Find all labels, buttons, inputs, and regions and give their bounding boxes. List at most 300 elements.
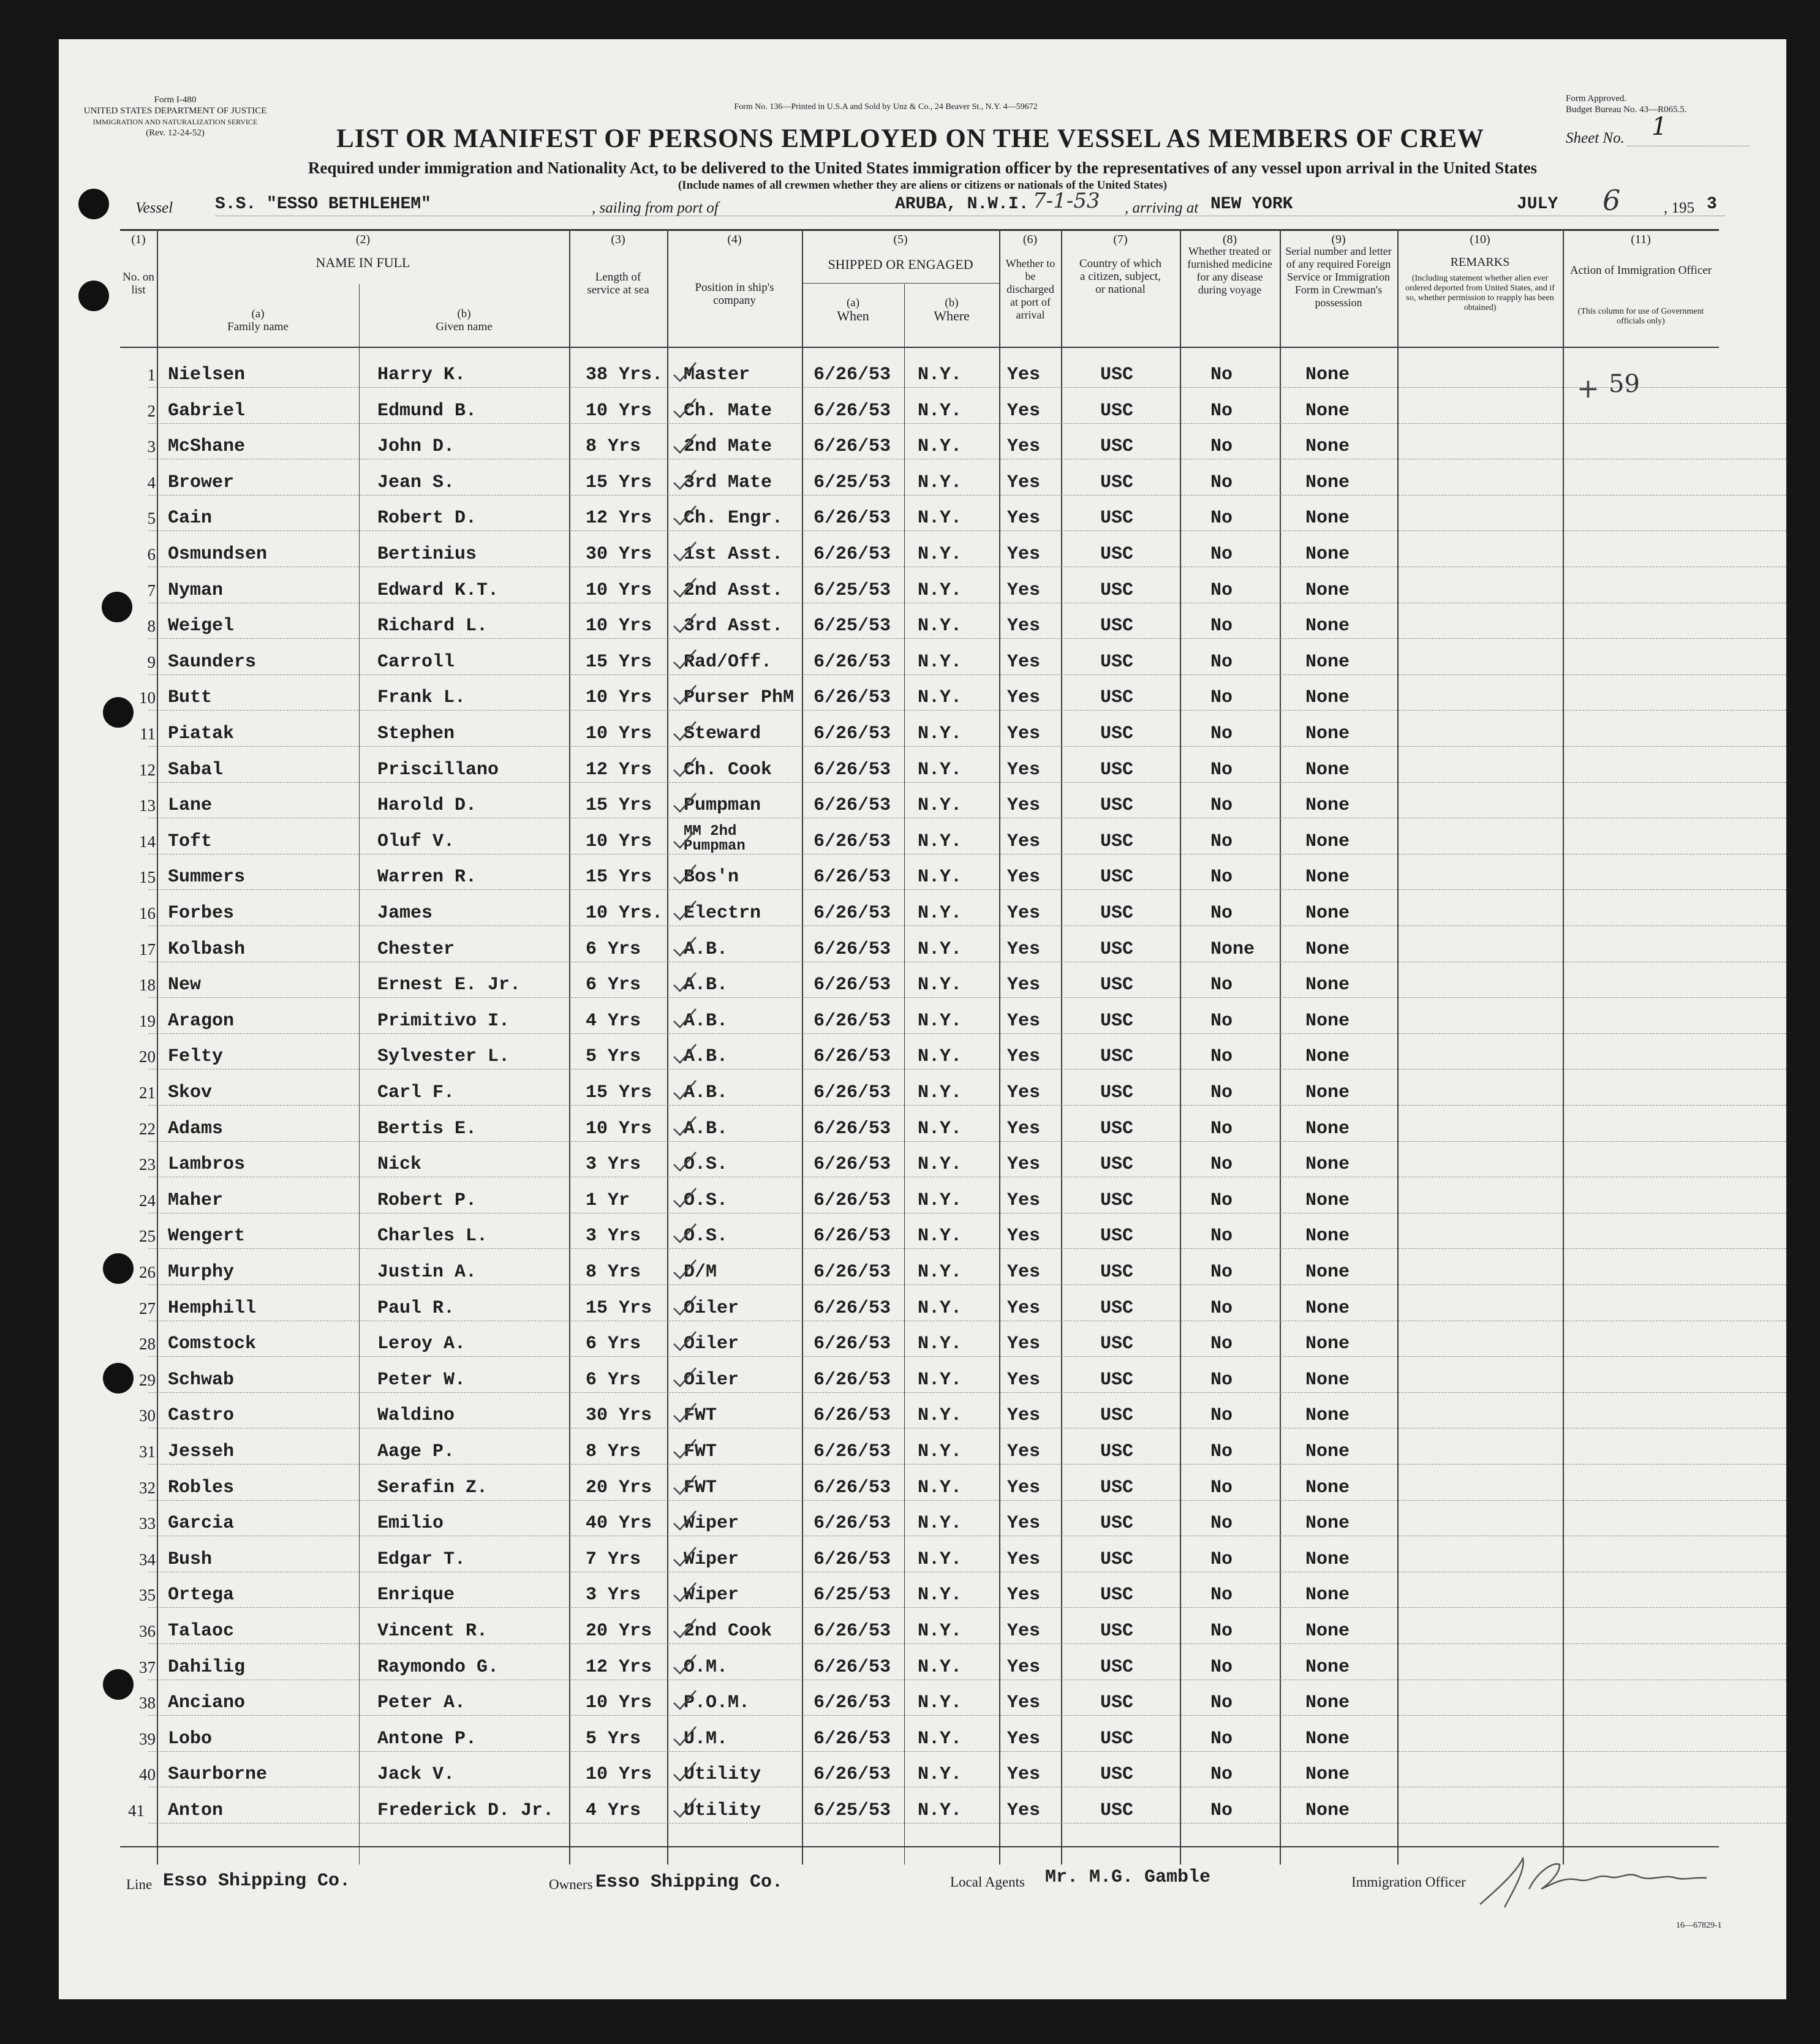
cell-serial: None bbox=[1305, 687, 1350, 709]
cell-service: 7 Yrs bbox=[586, 1548, 641, 1570]
cell-where: N.Y. bbox=[918, 759, 962, 780]
col-number: (6) bbox=[1022, 233, 1038, 246]
cell-position: A.B. bbox=[684, 1046, 728, 1068]
cell-given: Raymondo G. bbox=[377, 1656, 499, 1678]
check-mark-icon bbox=[671, 1473, 702, 1498]
cell-discharged: Yes bbox=[1007, 579, 1041, 601]
cell-family: Butt bbox=[168, 687, 213, 709]
cell-family: Adams bbox=[168, 1118, 224, 1139]
cell-when: 6/26/53 bbox=[814, 1333, 891, 1355]
cell-given: Leroy A. bbox=[377, 1333, 466, 1355]
col-number: (3) bbox=[611, 233, 625, 246]
cell-discharged: Yes bbox=[1007, 1333, 1041, 1355]
arriving-label: , arriving at bbox=[1125, 200, 1199, 216]
cell-where: N.Y. bbox=[918, 1585, 962, 1606]
cell-when: 6/26/53 bbox=[814, 364, 891, 385]
cell-position: 2nd Mate bbox=[684, 436, 772, 458]
table-row bbox=[59, 1111, 1786, 1147]
cell-given: Jack V. bbox=[377, 1764, 455, 1786]
cell-treated: No bbox=[1210, 1548, 1233, 1570]
check-mark-icon bbox=[671, 827, 702, 851]
cell-discharged: Yes bbox=[1007, 1046, 1041, 1068]
row-number: 20 bbox=[139, 1047, 156, 1066]
punch-hole bbox=[103, 1253, 134, 1284]
check-mark-icon bbox=[671, 611, 702, 636]
cell-given: Primitivo I. bbox=[377, 1010, 510, 1031]
table-row bbox=[59, 1649, 1786, 1686]
cell-position: O.M. bbox=[684, 1656, 728, 1678]
cell-where: N.Y. bbox=[918, 1441, 962, 1462]
cell-given: Vincent R. bbox=[377, 1621, 488, 1642]
cell-service: 8 Yrs bbox=[586, 436, 641, 458]
cell-discharged: Yes bbox=[1007, 1513, 1041, 1534]
cell-family: Maher bbox=[168, 1190, 224, 1211]
cell-given: Bertis E. bbox=[377, 1118, 477, 1139]
cell-given: Oluf V. bbox=[377, 831, 455, 852]
cell-treated: No bbox=[1210, 544, 1233, 565]
cell-when: 6/26/53 bbox=[814, 1692, 891, 1714]
cell-discharged: Yes bbox=[1007, 508, 1041, 529]
check-mark-icon bbox=[671, 1724, 702, 1749]
cell-when: 6/25/53 bbox=[814, 1800, 891, 1821]
cell-service: 8 Yrs bbox=[586, 1262, 641, 1283]
row-dotted-rule bbox=[148, 1284, 1786, 1285]
cell-when: 6/25/53 bbox=[814, 472, 891, 493]
table-row bbox=[59, 1326, 1786, 1362]
cell-serial: None bbox=[1305, 938, 1350, 960]
cell-given: Charles L. bbox=[377, 1226, 488, 1247]
cell-given: Justin A. bbox=[377, 1262, 477, 1283]
cell-service: 15 Yrs bbox=[586, 867, 652, 888]
cell-country: USC bbox=[1100, 1190, 1134, 1211]
cell-given: Ernest E. Jr. bbox=[377, 975, 521, 996]
row-number: 11 bbox=[140, 725, 156, 743]
col-header-country: Country of which a citizen, subject, or national bbox=[1079, 257, 1162, 296]
cell-family: Summers bbox=[168, 867, 246, 888]
cell-treated: No bbox=[1210, 1046, 1233, 1068]
table-row bbox=[59, 787, 1786, 824]
col-header-where-b: (b) bbox=[945, 296, 959, 309]
cell-serial: None bbox=[1305, 759, 1350, 780]
col-header-when: When bbox=[837, 308, 869, 323]
cell-service: 10 Yrs bbox=[586, 723, 652, 744]
cell-where: N.Y. bbox=[918, 579, 962, 601]
cell-country: USC bbox=[1100, 472, 1134, 493]
cell-when: 6/26/53 bbox=[814, 436, 891, 458]
cell-position: FWT bbox=[684, 1477, 717, 1498]
row-number: 1 bbox=[147, 366, 156, 384]
col-header-shipped: SHIPPED OR ENGAGED bbox=[828, 257, 973, 272]
cell-country: USC bbox=[1100, 1656, 1134, 1678]
cell-treated: No bbox=[1210, 400, 1233, 421]
cell-position: Oiler bbox=[684, 1297, 739, 1319]
check-mark-icon bbox=[671, 1545, 702, 1569]
cell-treated: No bbox=[1210, 1190, 1233, 1211]
check-mark-icon bbox=[671, 432, 702, 456]
row-dotted-rule bbox=[148, 782, 1786, 783]
cell-discharged: Yes bbox=[1007, 1621, 1041, 1642]
col-header-remarks-note: (Including statement whether alien ever ordered deported from United States, and if so, whether permission to reapply has been obtained) bbox=[1405, 274, 1555, 312]
row-number: 7 bbox=[147, 581, 156, 600]
cell-where: N.Y. bbox=[918, 831, 962, 852]
check-mark-icon bbox=[671, 1114, 702, 1139]
cell-family: McShane bbox=[168, 436, 246, 458]
cell-discharged: Yes bbox=[1007, 364, 1041, 385]
check-mark-icon bbox=[671, 396, 702, 421]
row-number: 28 bbox=[139, 1335, 156, 1354]
col-header-action: Action of Immigration Officer bbox=[1569, 264, 1712, 277]
cell-service: 12 Yrs bbox=[586, 1656, 652, 1678]
cell-serial: None bbox=[1305, 1262, 1350, 1283]
cell-service: 20 Yrs bbox=[586, 1477, 652, 1498]
cell-when: 6/26/53 bbox=[814, 1369, 891, 1390]
table-row bbox=[59, 1397, 1786, 1434]
table-row bbox=[59, 931, 1786, 968]
row-dotted-rule bbox=[148, 1356, 1786, 1357]
row-number: 17 bbox=[139, 940, 156, 959]
cell-given: Serafin Z. bbox=[377, 1477, 488, 1498]
row-dotted-rule bbox=[148, 1248, 1786, 1249]
cell-when: 6/26/53 bbox=[814, 400, 891, 421]
form-id-line: UNITED STATES DEPARTMENT OF JUSTICE bbox=[83, 106, 267, 116]
approval-line: Form Approved. bbox=[1566, 94, 1627, 104]
cell-when: 6/26/53 bbox=[814, 938, 891, 960]
row-number: 19 bbox=[139, 1011, 156, 1030]
cell-service: 15 Yrs bbox=[586, 1082, 652, 1103]
check-mark-icon bbox=[671, 1401, 702, 1425]
cell-serial: None bbox=[1305, 831, 1350, 852]
cell-where: N.Y. bbox=[918, 1513, 962, 1534]
cell-treated: No bbox=[1210, 1764, 1233, 1786]
row-dotted-rule bbox=[148, 746, 1786, 747]
cell-serial: None bbox=[1305, 1656, 1350, 1678]
cell-country: USC bbox=[1100, 1585, 1134, 1606]
row-dotted-rule bbox=[148, 1643, 1786, 1644]
cell-serial: None bbox=[1305, 1728, 1350, 1749]
cell-family: Lane bbox=[168, 795, 213, 816]
row-number: 39 bbox=[139, 1729, 156, 1748]
cell-given: Waldino bbox=[377, 1405, 455, 1427]
cell-treated: No bbox=[1210, 616, 1233, 637]
cell-service: 12 Yrs bbox=[586, 759, 652, 780]
cell-family: Saunders bbox=[168, 651, 257, 673]
cell-family: Brower bbox=[168, 472, 235, 493]
table-row bbox=[59, 1684, 1786, 1721]
cell-when: 6/26/53 bbox=[814, 759, 891, 780]
row-number: 3 bbox=[147, 437, 156, 456]
cell-discharged: Yes bbox=[1007, 975, 1041, 996]
cell-family: Osmundsen bbox=[168, 544, 268, 565]
cell-discharged: Yes bbox=[1007, 616, 1041, 637]
check-mark-icon bbox=[671, 935, 702, 959]
cell-when: 6/26/53 bbox=[814, 1621, 891, 1642]
cell-service: 30 Yrs bbox=[586, 1405, 652, 1427]
cell-serial: None bbox=[1305, 903, 1350, 924]
check-mark-icon bbox=[671, 862, 702, 887]
row-dotted-rule bbox=[148, 1464, 1786, 1465]
cell-discharged: Yes bbox=[1007, 687, 1041, 709]
check-mark-icon bbox=[671, 1258, 702, 1282]
table-row bbox=[59, 1433, 1786, 1470]
cell-position: Oiler bbox=[684, 1333, 739, 1355]
check-mark-icon bbox=[671, 970, 702, 995]
col-number: (10) bbox=[1470, 233, 1490, 246]
cell-serial: None bbox=[1305, 1621, 1350, 1642]
cell-family: Skov bbox=[168, 1082, 213, 1103]
cell-position: A.B. bbox=[684, 938, 728, 960]
table-row bbox=[59, 356, 1786, 393]
cell-given: Priscillano bbox=[377, 759, 499, 780]
cell-given: Edgar T. bbox=[377, 1548, 466, 1570]
cell-treated: None bbox=[1210, 938, 1255, 960]
cell-position: Wiper bbox=[684, 1513, 739, 1534]
cell-country: USC bbox=[1100, 975, 1134, 996]
arrival-month: JULY bbox=[1517, 195, 1558, 214]
col-header-given: Given name bbox=[436, 320, 493, 333]
cell-country: USC bbox=[1100, 1441, 1134, 1462]
check-mark-icon bbox=[671, 899, 702, 923]
cell-country: USC bbox=[1100, 1548, 1134, 1570]
cell-position: MM 2hd Pumpman bbox=[684, 823, 746, 854]
cell-family: Nyman bbox=[168, 579, 224, 601]
table-row bbox=[59, 1218, 1786, 1254]
cell-treated: No bbox=[1210, 687, 1233, 709]
cell-family: Nielsen bbox=[168, 364, 246, 385]
cell-position: P.O.M. bbox=[684, 1692, 750, 1714]
cell-country: USC bbox=[1100, 903, 1134, 924]
cell-discharged: Yes bbox=[1007, 544, 1041, 565]
cell-treated: No bbox=[1210, 1477, 1233, 1498]
form-id-line: Form I-480 bbox=[154, 95, 197, 105]
cell-serial: None bbox=[1305, 436, 1350, 458]
cell-serial: None bbox=[1305, 1154, 1350, 1175]
row-dotted-rule bbox=[148, 1141, 1786, 1142]
cell-when: 6/26/53 bbox=[814, 975, 891, 996]
arrival-day: 6 bbox=[1603, 184, 1621, 217]
action-tick-icon: + bbox=[1577, 373, 1599, 404]
cell-when: 6/26/53 bbox=[814, 1082, 891, 1103]
check-mark-icon bbox=[671, 755, 702, 780]
col-header-when-a: (a) bbox=[846, 296, 860, 309]
cell-family: Gabriel bbox=[168, 400, 246, 421]
cell-discharged: Yes bbox=[1007, 1764, 1041, 1786]
col-header-service: Length of service at sea bbox=[587, 271, 649, 296]
punch-hole bbox=[103, 1669, 134, 1700]
cell-family: Castro bbox=[168, 1405, 235, 1427]
cell-treated: No bbox=[1210, 903, 1233, 924]
cell-when: 6/26/53 bbox=[814, 1154, 891, 1175]
cell-family: Lobo bbox=[168, 1728, 213, 1749]
cell-family: New bbox=[168, 975, 202, 996]
row-dotted-rule bbox=[148, 638, 1786, 639]
check-mark-icon bbox=[671, 576, 702, 600]
check-mark-icon bbox=[671, 360, 702, 385]
cell-where: N.Y. bbox=[918, 1154, 962, 1175]
cell-family: Robles bbox=[168, 1477, 235, 1498]
row-dotted-rule bbox=[148, 1715, 1786, 1716]
col-header-no: No. on list bbox=[123, 271, 154, 296]
approval-line: Budget Bureau No. 43—R065.5. bbox=[1566, 105, 1687, 115]
cell-service: 10 Yrs bbox=[586, 579, 652, 601]
check-mark-icon bbox=[671, 503, 702, 528]
cell-service: 6 Yrs bbox=[586, 975, 641, 996]
header-divider bbox=[120, 347, 1719, 348]
cell-serial: None bbox=[1305, 1800, 1350, 1821]
table-row bbox=[59, 464, 1786, 501]
cell-position: FWT bbox=[684, 1441, 717, 1462]
check-mark-icon bbox=[671, 1042, 702, 1066]
cell-treated: No bbox=[1210, 1262, 1233, 1283]
cell-family: Cain bbox=[168, 508, 213, 529]
cell-family: Bush bbox=[168, 1548, 213, 1570]
row-dotted-rule bbox=[148, 1607, 1786, 1608]
cell-where: N.Y. bbox=[918, 472, 962, 493]
cell-serial: None bbox=[1305, 1010, 1350, 1031]
cell-family: Schwab bbox=[168, 1369, 235, 1390]
row-dotted-rule bbox=[148, 1751, 1786, 1752]
form-code: 16—67829-1 bbox=[1676, 1921, 1722, 1930]
cell-service: 6 Yrs bbox=[586, 1333, 641, 1355]
cell-country: USC bbox=[1100, 544, 1134, 565]
cell-position: Utility bbox=[684, 1800, 761, 1821]
check-mark-icon bbox=[671, 683, 702, 707]
cell-when: 6/26/53 bbox=[814, 795, 891, 816]
row-number: 23 bbox=[139, 1155, 156, 1174]
col-header-position: Position in ship's company bbox=[695, 281, 774, 307]
cell-country: USC bbox=[1100, 364, 1134, 385]
cell-given: Chester bbox=[377, 938, 455, 960]
table-row bbox=[59, 967, 1786, 1003]
cell-service: 3 Yrs bbox=[586, 1585, 641, 1606]
cell-serial: None bbox=[1305, 472, 1350, 493]
check-mark-icon bbox=[671, 1509, 702, 1533]
cell-where: N.Y. bbox=[918, 795, 962, 816]
sheet-label: Sheet No. bbox=[1566, 130, 1625, 146]
cell-family: Kolbash bbox=[168, 938, 246, 960]
row-number: 32 bbox=[139, 1478, 156, 1497]
cell-treated: No bbox=[1210, 651, 1233, 673]
table-row bbox=[59, 572, 1786, 609]
punch-hole bbox=[103, 1363, 134, 1393]
row-dotted-rule bbox=[148, 495, 1786, 496]
cell-position: 2nd Asst. bbox=[684, 579, 784, 601]
cell-country: USC bbox=[1100, 616, 1134, 637]
col-number: (5) bbox=[893, 233, 908, 246]
row-number: 15 bbox=[139, 868, 156, 887]
cell-serial: None bbox=[1305, 1297, 1350, 1319]
cell-where: N.Y. bbox=[918, 1477, 962, 1498]
year-suffix: 3 bbox=[1707, 195, 1717, 214]
check-mark-icon bbox=[671, 1365, 702, 1390]
cell-family: Weigel bbox=[168, 616, 235, 637]
punch-hole bbox=[78, 189, 109, 219]
cell-discharged: Yes bbox=[1007, 1585, 1041, 1606]
cell-country: USC bbox=[1100, 687, 1134, 709]
row-number: 6 bbox=[147, 545, 156, 564]
cell-discharged: Yes bbox=[1007, 1477, 1041, 1498]
cell-family: Sabal bbox=[168, 759, 224, 780]
cell-country: USC bbox=[1100, 1082, 1134, 1103]
cell-serial: None bbox=[1305, 1692, 1350, 1714]
cell-given: Paul R. bbox=[377, 1297, 455, 1319]
cell-position: Oiler bbox=[684, 1369, 739, 1390]
table-row bbox=[59, 1721, 1786, 1757]
cell-service: 4 Yrs bbox=[586, 1800, 641, 1821]
row-number: 25 bbox=[139, 1227, 156, 1246]
cell-family: Aragon bbox=[168, 1010, 235, 1031]
cell-when: 6/26/53 bbox=[814, 1728, 891, 1749]
cell-service: 15 Yrs bbox=[586, 472, 652, 493]
row-number: 24 bbox=[139, 1191, 156, 1210]
page-title: LIST OR MANIFEST OF PERSONS EMPLOYED ON THE VESSEL AS MEMBERS OF CREW bbox=[336, 124, 1484, 153]
table-row bbox=[59, 1074, 1786, 1111]
cell-serial: None bbox=[1305, 544, 1350, 565]
cell-given: Edmund B. bbox=[377, 400, 477, 421]
row-number: 35 bbox=[139, 1586, 156, 1605]
row-number: 29 bbox=[139, 1370, 156, 1389]
cell-serial: None bbox=[1305, 508, 1350, 529]
cell-family: Garcia bbox=[168, 1513, 235, 1534]
cell-discharged: Yes bbox=[1007, 1297, 1041, 1319]
check-mark-icon bbox=[671, 791, 702, 815]
cell-serial: None bbox=[1305, 579, 1350, 601]
cell-given: Harry K. bbox=[377, 364, 466, 385]
cell-treated: No bbox=[1210, 1585, 1233, 1606]
row-number: 18 bbox=[139, 976, 156, 995]
table-row bbox=[59, 1038, 1786, 1075]
cell-position: Rad/Off. bbox=[684, 651, 772, 673]
cell-position: A.B. bbox=[684, 1118, 728, 1139]
row-dotted-rule bbox=[148, 530, 1786, 531]
table-row bbox=[59, 823, 1786, 860]
cell-discharged: Yes bbox=[1007, 831, 1041, 852]
row-dotted-rule bbox=[148, 997, 1786, 998]
cell-when: 6/26/53 bbox=[814, 651, 891, 673]
cell-treated: No bbox=[1210, 867, 1233, 888]
col-header-action-note: (This column for use of Government officials only) bbox=[1577, 307, 1704, 326]
cell-service: 5 Yrs bbox=[586, 1728, 641, 1749]
check-mark-icon bbox=[671, 1616, 702, 1641]
cell-country: USC bbox=[1100, 1046, 1134, 1068]
cell-serial: None bbox=[1305, 1405, 1350, 1427]
cell-serial: None bbox=[1305, 1513, 1350, 1534]
table-row bbox=[59, 752, 1786, 788]
cell-treated: No bbox=[1210, 1333, 1233, 1355]
cell-country: USC bbox=[1100, 1764, 1134, 1786]
cell-position: A.B. bbox=[684, 975, 728, 996]
cell-treated: No bbox=[1210, 831, 1233, 852]
cell-discharged: Yes bbox=[1007, 903, 1041, 924]
cell-given: Robert D. bbox=[377, 508, 477, 529]
row-number: 33 bbox=[139, 1514, 156, 1533]
cell-serial: None bbox=[1305, 1190, 1350, 1211]
cell-position: Wiper bbox=[684, 1548, 739, 1570]
sailing-label: , sailing from port of bbox=[592, 200, 719, 216]
manifest-sheet bbox=[59, 39, 1786, 1999]
check-mark-icon bbox=[671, 719, 702, 744]
cell-when: 6/26/53 bbox=[814, 1441, 891, 1462]
cell-family: Saurborne bbox=[168, 1764, 268, 1786]
cell-service: 4 Yrs bbox=[586, 1010, 641, 1031]
table-row bbox=[59, 679, 1786, 716]
cell-service: 6 Yrs bbox=[586, 938, 641, 960]
cell-discharged: Yes bbox=[1007, 400, 1041, 421]
cell-treated: No bbox=[1210, 1800, 1233, 1821]
cell-country: USC bbox=[1100, 1154, 1134, 1175]
cell-treated: No bbox=[1210, 759, 1233, 780]
cell-discharged: Yes bbox=[1007, 759, 1041, 780]
cell-given: Carroll bbox=[377, 651, 455, 673]
